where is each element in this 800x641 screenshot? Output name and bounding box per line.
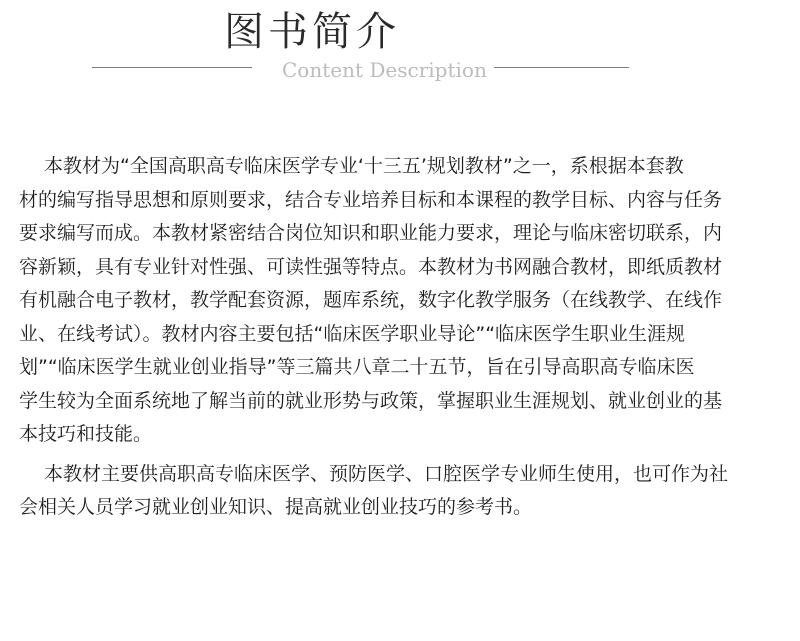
paragraph-line: 要求编写而成。本教材紧密结合岗位知识和职业能力要求，理论与临床密切联系，内 xyxy=(19,222,723,244)
description-paragraph-2 xyxy=(0,458,800,525)
section-header xyxy=(0,0,800,110)
paragraph-line: 划”“临床医学生就业创业指导”等三篇共八章二十五节，旨在引导高职高专临床医 xyxy=(19,356,695,378)
description-paragraph-1 xyxy=(0,150,800,452)
paragraph-line: 会相关人员学习就业创业知识、提高就业创业技巧的参考书。 xyxy=(19,496,533,518)
paragraph-line: 本教材主要供高职高专临床医学、预防医学、口腔医学专业师生使用，也可作为社 xyxy=(44,462,729,485)
paragraph-line: 材的编写指导思想和原则要求，结合专业培养目标和本课程的教学目标、内容与任务 xyxy=(19,188,723,211)
paragraph-line: 容新颖，具有专业针对性强、可读性强等特点。本教材为书网融合教材，即纸质教材 xyxy=(19,255,723,278)
description-body xyxy=(0,150,800,525)
section-subtitle: Content Description xyxy=(282,58,487,82)
section-title: 图书简介 xyxy=(224,9,400,55)
header-divider-right xyxy=(494,67,629,68)
paragraph-line: 有机融合电子教材，教学配套资源，题库系统，数字化教学服务（在线教学、在线作 xyxy=(19,289,723,311)
paragraph-line: 业、在线考试）。教材内容主要包括“临床医学职业导论”“临床医学生职业生涯规 xyxy=(19,322,686,345)
paragraph-line: 本技巧和技能。 xyxy=(19,423,153,445)
paragraph-line: 本教材为“全国高职高专临床医学专业‘十三五’规划教材”之一，系根据本套教 xyxy=(44,155,684,177)
header-divider-left xyxy=(92,67,252,68)
paragraph-line: 学生较为全面系统地了解当前的就业形势与政策，掌握职业生涯规划、就业创业的基 xyxy=(19,389,723,412)
